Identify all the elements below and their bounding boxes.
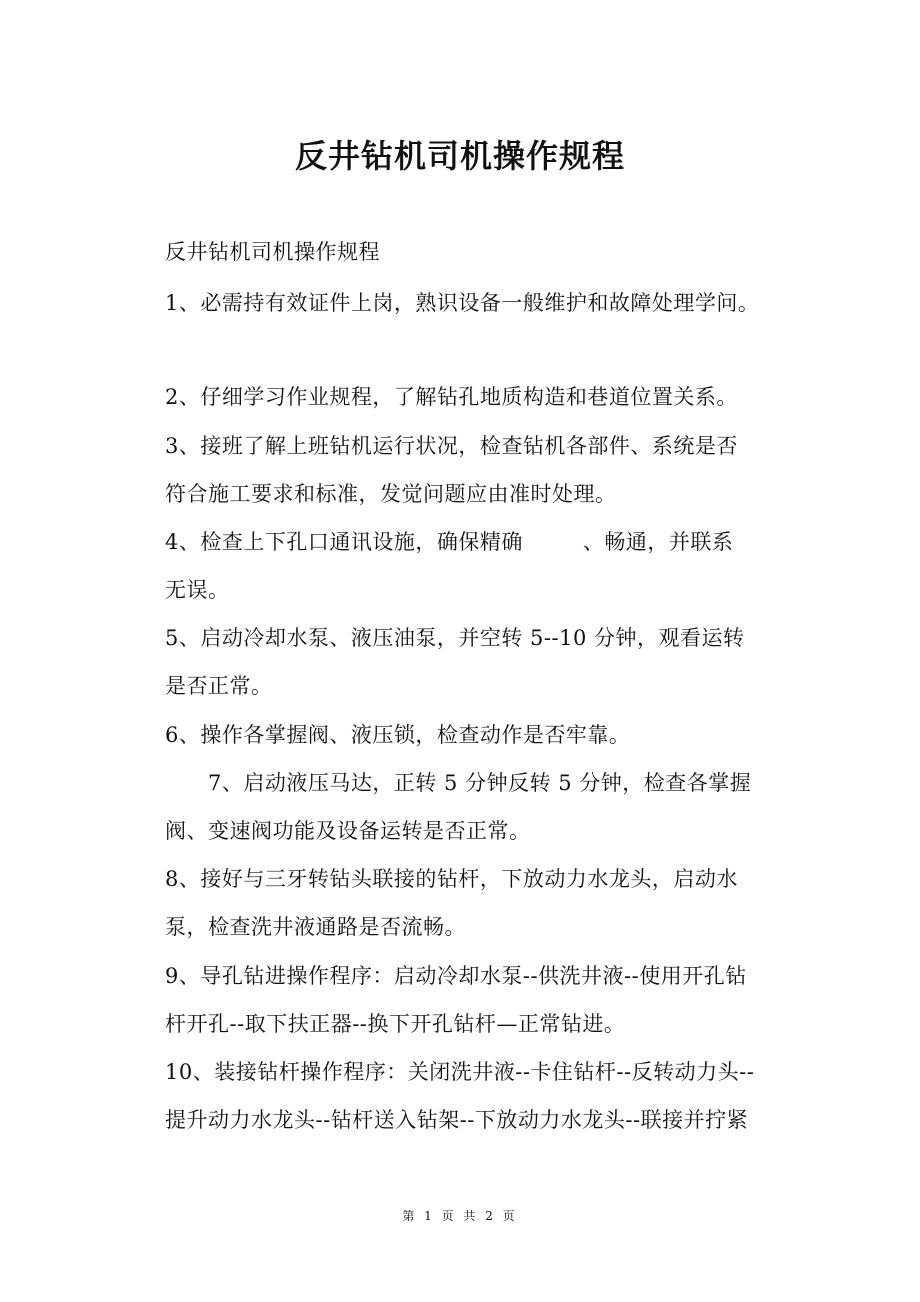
paragraph-line: 7、启动液压马达，正转 5 分钟反转 5 分钟，检查各掌握 [208, 771, 752, 795]
paragraph-line: 泵，检查洗井液通路是否流畅。 [165, 915, 466, 939]
page-footer: 第 1 页 共 2 页 [402, 1209, 518, 1223]
paragraph-line: 10、装接钻杆操作程序：关闭洗井液--卡住钻杆--反转动力头-- [165, 1060, 755, 1084]
subtitle-line: 反井钻机司机操作规程 [165, 240, 380, 264]
paragraph-line: 阀、变速阀功能及设备运转是否正常。 [165, 819, 531, 843]
paragraph-line: 5、启动冷却水泵、液压油泵，并空转 5--10 分钟，观看运转 [165, 626, 745, 650]
line-segment: 、畅通，并联系 [582, 530, 734, 554]
paragraph-line: 3、接班了解上班钻机运行状况，检查钻机各部件、系统是否 [165, 434, 738, 458]
paragraph-line: 无误。 [165, 578, 230, 602]
paragraph-line: 符合施工要求和标准，发觉问题应由准时处理。 [165, 482, 617, 506]
paragraph-line: 杆开孔--取下扶正器--换下开孔钻杆—正常钻进。 [165, 1012, 626, 1036]
document-title: 反井钻机司机操作规程 [294, 137, 625, 175]
paragraph-line: 8、接好与三牙转钻头联接的钻杆，下放动力水龙头，启动水 [165, 867, 738, 891]
paragraph-line: 1、必需持有效证件上岗，熟识设备一般维护和故障处理学问。 [165, 291, 760, 315]
line-segment: 4、检查上下孔口通讯设施，确保精确 [165, 530, 523, 554]
paragraph-line [165, 527, 733, 557]
paragraph-line: 是否正常。 [165, 674, 273, 698]
paragraph-line: 2、仔细学习作业规程，了解钻孔地质构造和巷道位置关系。 [165, 385, 738, 409]
paragraph-line: 9、导孔钻进操作程序：启动冷却水泵--供洗井液--使用开孔钻 [165, 964, 747, 988]
paragraph-line: 6、操作各掌握阀、液压锁，检查动作是否牢靠。 [165, 723, 631, 747]
paragraph-line: 提升动力水龙头--钻杆送入钻架--下放动力水龙头--联接并拧紧 [165, 1108, 749, 1132]
